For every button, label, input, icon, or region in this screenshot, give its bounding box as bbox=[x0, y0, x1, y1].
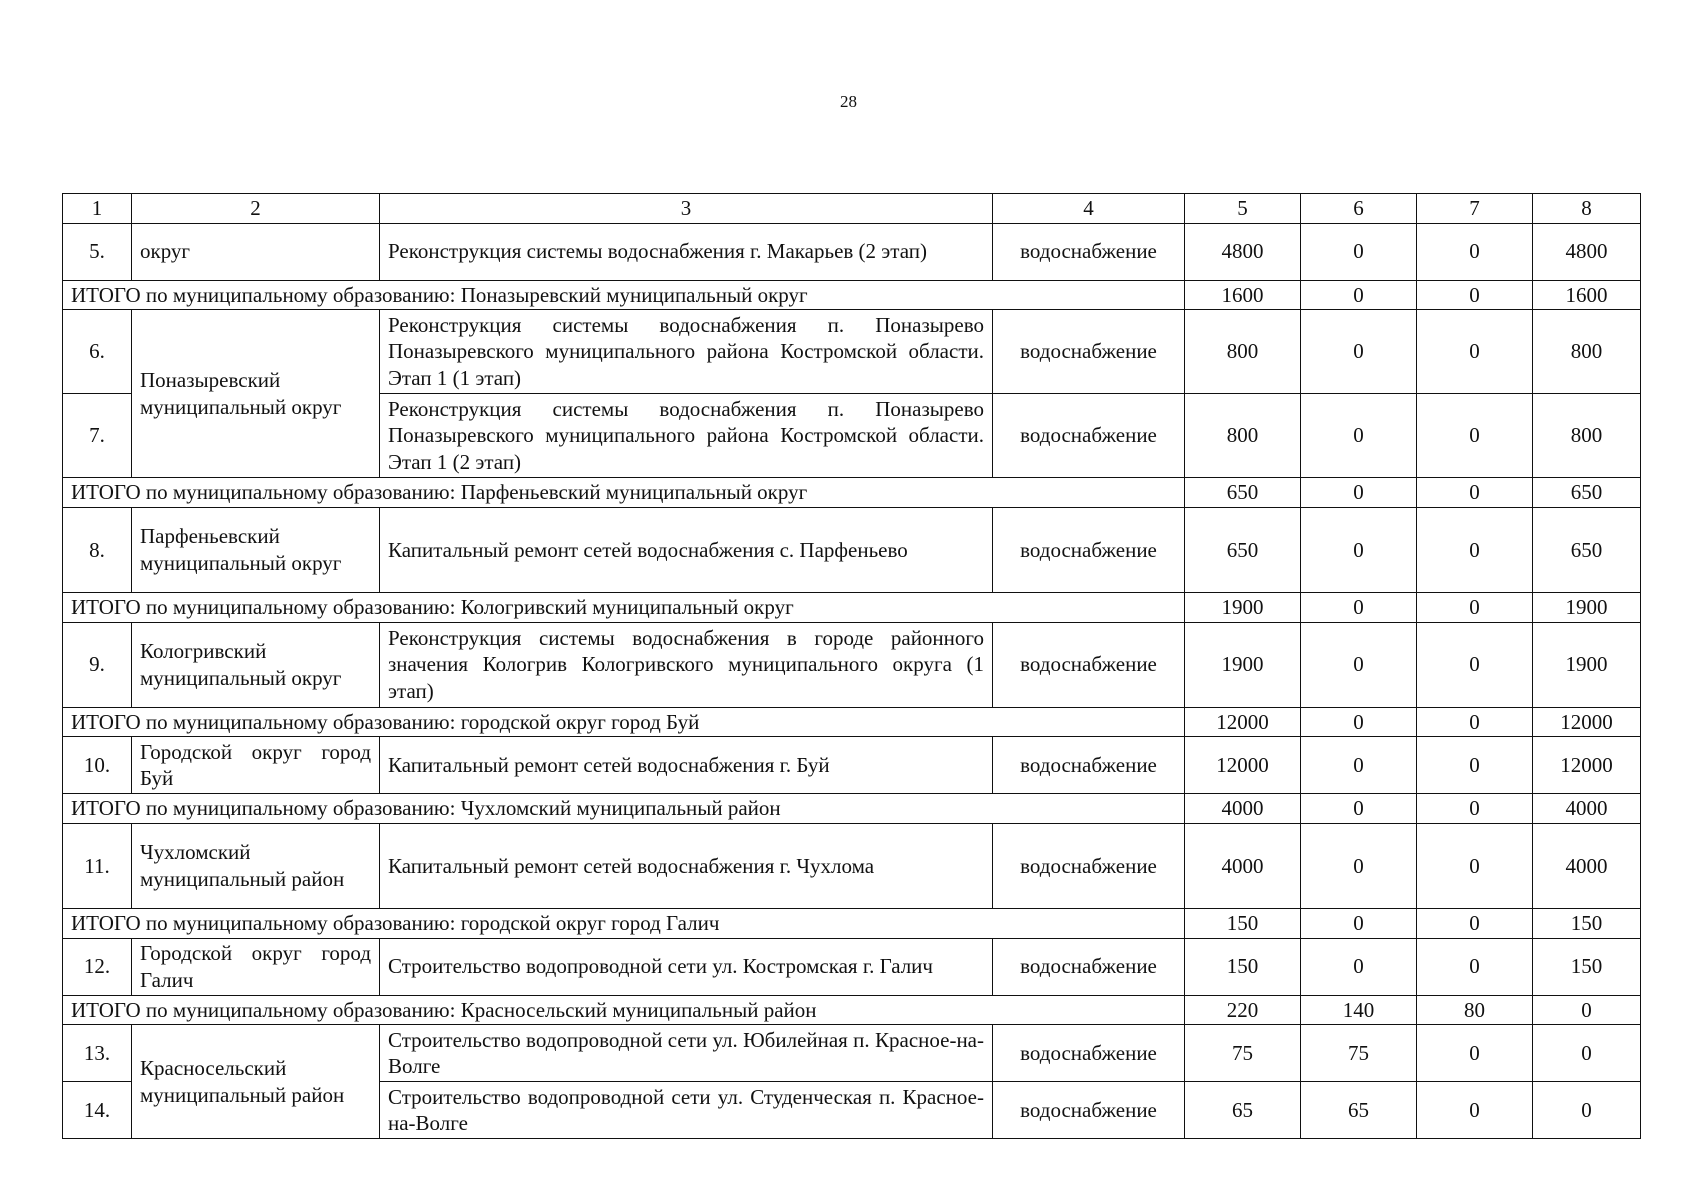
total-col7: 0 bbox=[1417, 592, 1533, 622]
value-col8: 650 bbox=[1533, 507, 1641, 592]
value-col8: 4000 bbox=[1533, 823, 1641, 908]
total-label: ИТОГО по муниципальному образованию: городской округ город Буй bbox=[63, 707, 1185, 737]
total-row bbox=[63, 707, 1641, 737]
page-number: 28 bbox=[840, 92, 857, 111]
header-cell: 1 bbox=[63, 194, 132, 224]
value-col6: 0 bbox=[1301, 394, 1417, 478]
value-col5: 650 bbox=[1185, 507, 1301, 592]
value-col5: 65 bbox=[1185, 1082, 1301, 1139]
header-cell: 5 bbox=[1185, 194, 1301, 224]
total-col5: 1600 bbox=[1185, 280, 1301, 310]
district-cell: Городской округ город Галич bbox=[132, 938, 380, 995]
header-row bbox=[63, 194, 1641, 224]
district-cell: Парфеньевский муниципальный округ bbox=[132, 507, 380, 592]
project-description: Реконструкция системы водоснабжения п. Поназырево Поназыревского муниципального района Костромской области. Этап 1 (2 этап) bbox=[380, 394, 993, 478]
district-cell: Поназыревский муниципальный округ bbox=[132, 310, 380, 478]
project-description: Капитальный ремонт сетей водоснабжения с. Парфеньево bbox=[380, 507, 993, 592]
total-col5: 650 bbox=[1185, 478, 1301, 508]
table-row bbox=[63, 1025, 1641, 1082]
total-col6: 0 bbox=[1301, 280, 1417, 310]
project-description: Реконструкция системы водоснабжения в городе районного значения Кологрив Кологривского муниципального округа (1 этап) bbox=[380, 622, 993, 707]
row-number: 9. bbox=[63, 622, 132, 707]
table-row bbox=[63, 938, 1641, 995]
district-cell: Чухломский муниципальный район bbox=[132, 823, 380, 908]
total-label: ИТОГО по муниципальному образованию: Парфеньевский муниципальный округ bbox=[63, 478, 1185, 508]
total-col6: 0 bbox=[1301, 707, 1417, 737]
total-label: ИТОГО по муниципальному образованию: Поназыревский муниципальный округ bbox=[63, 280, 1185, 310]
project-description: Капитальный ремонт сетей водоснабжения г. Буй bbox=[380, 737, 993, 794]
value-col5: 4800 bbox=[1185, 223, 1301, 280]
project-description: Строительство водопроводной сети ул. Юбилейная п. Красное-на-Волге bbox=[380, 1025, 993, 1082]
total-col7: 0 bbox=[1417, 794, 1533, 824]
value-col6: 0 bbox=[1301, 310, 1417, 394]
value-col8: 800 bbox=[1533, 394, 1641, 478]
row-number: 12. bbox=[63, 938, 132, 995]
value-col6: 0 bbox=[1301, 938, 1417, 995]
total-col6: 0 bbox=[1301, 794, 1417, 824]
total-col8: 1600 bbox=[1533, 280, 1641, 310]
row-number: 14. bbox=[63, 1082, 132, 1139]
total-row bbox=[63, 592, 1641, 622]
row-number: 8. bbox=[63, 507, 132, 592]
total-col5: 1900 bbox=[1185, 592, 1301, 622]
value-col6: 0 bbox=[1301, 823, 1417, 908]
value-col8: 4800 bbox=[1533, 223, 1641, 280]
total-col5: 12000 bbox=[1185, 707, 1301, 737]
total-label: ИТОГО по муниципальному образованию: Чухломский муниципальный район bbox=[63, 794, 1185, 824]
project-type: водоснабжение bbox=[993, 1025, 1185, 1082]
total-col8: 650 bbox=[1533, 478, 1641, 508]
value-col5: 12000 bbox=[1185, 737, 1301, 794]
district-cell: округ bbox=[132, 223, 380, 280]
project-type: водоснабжение bbox=[993, 823, 1185, 908]
table-row bbox=[63, 622, 1641, 707]
total-row bbox=[63, 280, 1641, 310]
total-col7: 0 bbox=[1417, 478, 1533, 508]
value-col5: 75 bbox=[1185, 1025, 1301, 1082]
project-type: водоснабжение bbox=[993, 622, 1185, 707]
header-cell: 4 bbox=[993, 194, 1185, 224]
total-col6: 0 bbox=[1301, 478, 1417, 508]
project-description: Реконструкция системы водоснабжения г. Макарьев (2 этап) bbox=[380, 223, 993, 280]
value-col6: 0 bbox=[1301, 622, 1417, 707]
total-col6: 0 bbox=[1301, 592, 1417, 622]
total-label: ИТОГО по муниципальному образованию: Кологривский муниципальный округ bbox=[63, 592, 1185, 622]
total-col8: 12000 bbox=[1533, 707, 1641, 737]
value-col6: 0 bbox=[1301, 223, 1417, 280]
value-col7: 0 bbox=[1417, 938, 1533, 995]
value-col5: 800 bbox=[1185, 310, 1301, 394]
value-col8: 0 bbox=[1533, 1025, 1641, 1082]
district-cell: Городской округ город Буй bbox=[132, 737, 380, 794]
total-col8: 150 bbox=[1533, 908, 1641, 938]
value-col7: 0 bbox=[1417, 394, 1533, 478]
funding-table bbox=[62, 193, 1641, 1139]
project-description: Капитальный ремонт сетей водоснабжения г. Чухлома bbox=[380, 823, 993, 908]
value-col8: 1900 bbox=[1533, 622, 1641, 707]
header-cell: 3 bbox=[380, 194, 993, 224]
table-row bbox=[63, 223, 1641, 280]
total-col7: 0 bbox=[1417, 707, 1533, 737]
table-row bbox=[63, 823, 1641, 908]
total-row bbox=[63, 478, 1641, 508]
row-number: 13. bbox=[63, 1025, 132, 1082]
value-col8: 800 bbox=[1533, 310, 1641, 394]
district-cell: Красносельский муниципальный район bbox=[132, 1025, 380, 1139]
value-col8: 150 bbox=[1533, 938, 1641, 995]
value-col7: 0 bbox=[1417, 1082, 1533, 1139]
value-col6: 65 bbox=[1301, 1082, 1417, 1139]
project-description: Реконструкция системы водоснабжения п. Поназырево Поназыревского муниципального района Костромской области. Этап 1 (1 этап) bbox=[380, 310, 993, 394]
row-number: 7. bbox=[63, 394, 132, 478]
project-type: водоснабжение bbox=[993, 223, 1185, 280]
total-col8: 4000 bbox=[1533, 794, 1641, 824]
value-col8: 0 bbox=[1533, 1082, 1641, 1139]
total-col5: 220 bbox=[1185, 995, 1301, 1025]
value-col7: 0 bbox=[1417, 1025, 1533, 1082]
total-col5: 150 bbox=[1185, 908, 1301, 938]
total-col7: 0 bbox=[1417, 280, 1533, 310]
total-row bbox=[63, 908, 1641, 938]
total-row bbox=[63, 794, 1641, 824]
total-col7: 80 bbox=[1417, 995, 1533, 1025]
total-col8: 1900 bbox=[1533, 592, 1641, 622]
header-cell: 6 bbox=[1301, 194, 1417, 224]
project-type: водоснабжение bbox=[993, 938, 1185, 995]
header-cell: 7 bbox=[1417, 194, 1533, 224]
value-col5: 800 bbox=[1185, 394, 1301, 478]
value-col6: 0 bbox=[1301, 737, 1417, 794]
table-row bbox=[63, 507, 1641, 592]
value-col7: 0 bbox=[1417, 823, 1533, 908]
total-col5: 4000 bbox=[1185, 794, 1301, 824]
value-col5: 1900 bbox=[1185, 622, 1301, 707]
value-col7: 0 bbox=[1417, 507, 1533, 592]
value-col7: 0 bbox=[1417, 310, 1533, 394]
value-col8: 12000 bbox=[1533, 737, 1641, 794]
row-number: 6. bbox=[63, 310, 132, 394]
value-col7: 0 bbox=[1417, 737, 1533, 794]
row-number: 10. bbox=[63, 737, 132, 794]
table-row bbox=[63, 737, 1641, 794]
total-col8: 0 bbox=[1533, 995, 1641, 1025]
row-number: 5. bbox=[63, 223, 132, 280]
total-label: ИТОГО по муниципальному образованию: городской округ город Галич bbox=[63, 908, 1185, 938]
total-label: ИТОГО по муниципальному образованию: Красносельский муниципальный район bbox=[63, 995, 1185, 1025]
project-type: водоснабжение bbox=[993, 1082, 1185, 1139]
project-type: водоснабжение bbox=[993, 507, 1185, 592]
value-col7: 0 bbox=[1417, 223, 1533, 280]
total-col7: 0 bbox=[1417, 908, 1533, 938]
value-col5: 150 bbox=[1185, 938, 1301, 995]
row-number: 11. bbox=[63, 823, 132, 908]
total-row bbox=[63, 995, 1641, 1025]
total-col6: 140 bbox=[1301, 995, 1417, 1025]
project-description: Строительство водопроводной сети ул. Костромская г. Галич bbox=[380, 938, 993, 995]
header-cell: 8 bbox=[1533, 194, 1641, 224]
value-col7: 0 bbox=[1417, 622, 1533, 707]
project-type: водоснабжение bbox=[993, 310, 1185, 394]
value-col5: 4000 bbox=[1185, 823, 1301, 908]
value-col6: 75 bbox=[1301, 1025, 1417, 1082]
table-row bbox=[63, 310, 1641, 394]
project-type: водоснабжение bbox=[993, 394, 1185, 478]
project-description: Строительство водопроводной сети ул. Студенческая п. Красное-на-Волге bbox=[380, 1082, 993, 1139]
district-cell: Кологривский муниципальный округ bbox=[132, 622, 380, 707]
project-type: водоснабжение bbox=[993, 737, 1185, 794]
total-col6: 0 bbox=[1301, 908, 1417, 938]
header-cell: 2 bbox=[132, 194, 380, 224]
value-col6: 0 bbox=[1301, 507, 1417, 592]
